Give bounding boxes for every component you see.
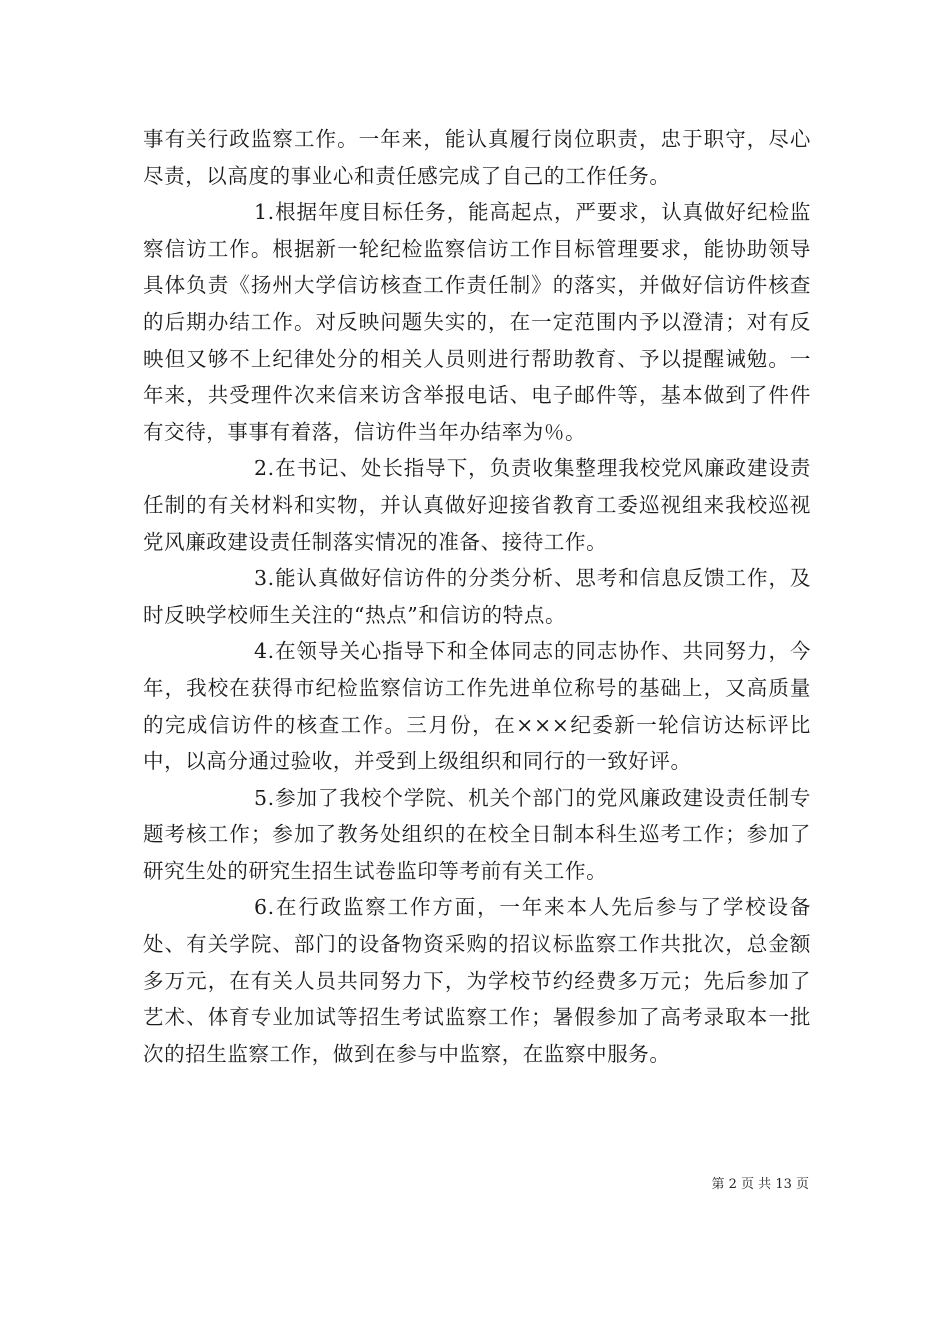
paragraph-item-2: 2.在书记、处长指导下，负责收集整理我校党风廉政建设责任制的有关材料和实物，并认真做好迎接省教育工委巡视组来我校巡视党风廉政建设责任制落实情况的准备、接待工作。 <box>143 456 811 554</box>
paragraph-item-6: 6.在行政监察工作方面，一年来本人先后参与了学校设备处、有关学院、部门的设备物资采购的招议标监察工作共批次，总金额多万元，在有关人员共同努力下，为学校节约经费多万元；先后参加了艺术、体育专业加试等招生考试监察工作；暑假参加了高考录取本一批次的招生监察工作，做到在参与中监察，在监察中服务。 <box>143 895 811 1066</box>
paragraph-item-1: 1.根据年度目标任务，能高起点，严要求，认真做好纪检监察信访工作。根据新一轮纪检监察信访工作目标管理要求，能协助领导具体负责《扬州大学信访核查工作责任制》的落实，并做好信访件核查的后期办结工作。对反映问题失实的，在一定范围内予以澄清；对有反映但又够不上纪律处分的相关人员则进行帮助教育、予以提醒诫勉。一年来，共受理件次来信来访含举报电话、电子邮件等，基本做到了件件有交待，事事有着落，信访件当年办结率为％。 <box>143 200 811 444</box>
paragraph-continuation: 事有关行政监察工作。一年来，能认真履行岗位职责，忠于职守，尽心尽责，以高度的事业心和责任感完成了自己的工作任务。 <box>143 127 811 188</box>
page-number-footer: 第 2 页 共 13 页 <box>711 1177 809 1192</box>
paragraph-item-3: 3.能认真做好信访件的分类分析、思考和信息反馈工作，及时反映学校师生关注的“热点”和信访的特点。 <box>143 566 811 627</box>
paragraph-item-5: 5.参加了我校个学院、机关个部门的党风廉政建设责任制专题考核工作；参加了教务处组织的在校全日制本科生巡考工作；参加了研究生处的研究生招生试卷监印等考前有关工作。 <box>143 785 811 883</box>
document-body <box>143 121 811 1072</box>
paragraph-item-4: 4.在领导关心指导下和全体同志的同志协作、共同努力，今年，我校在获得市纪检监察信访工作先进单位称号的基础上，又高质量的完成信访件的核查工作。三月份，在×××纪委新一轮信访达标评比中，以高分通过验收，并受到上级组织和同行的一致好评。 <box>143 639 811 774</box>
